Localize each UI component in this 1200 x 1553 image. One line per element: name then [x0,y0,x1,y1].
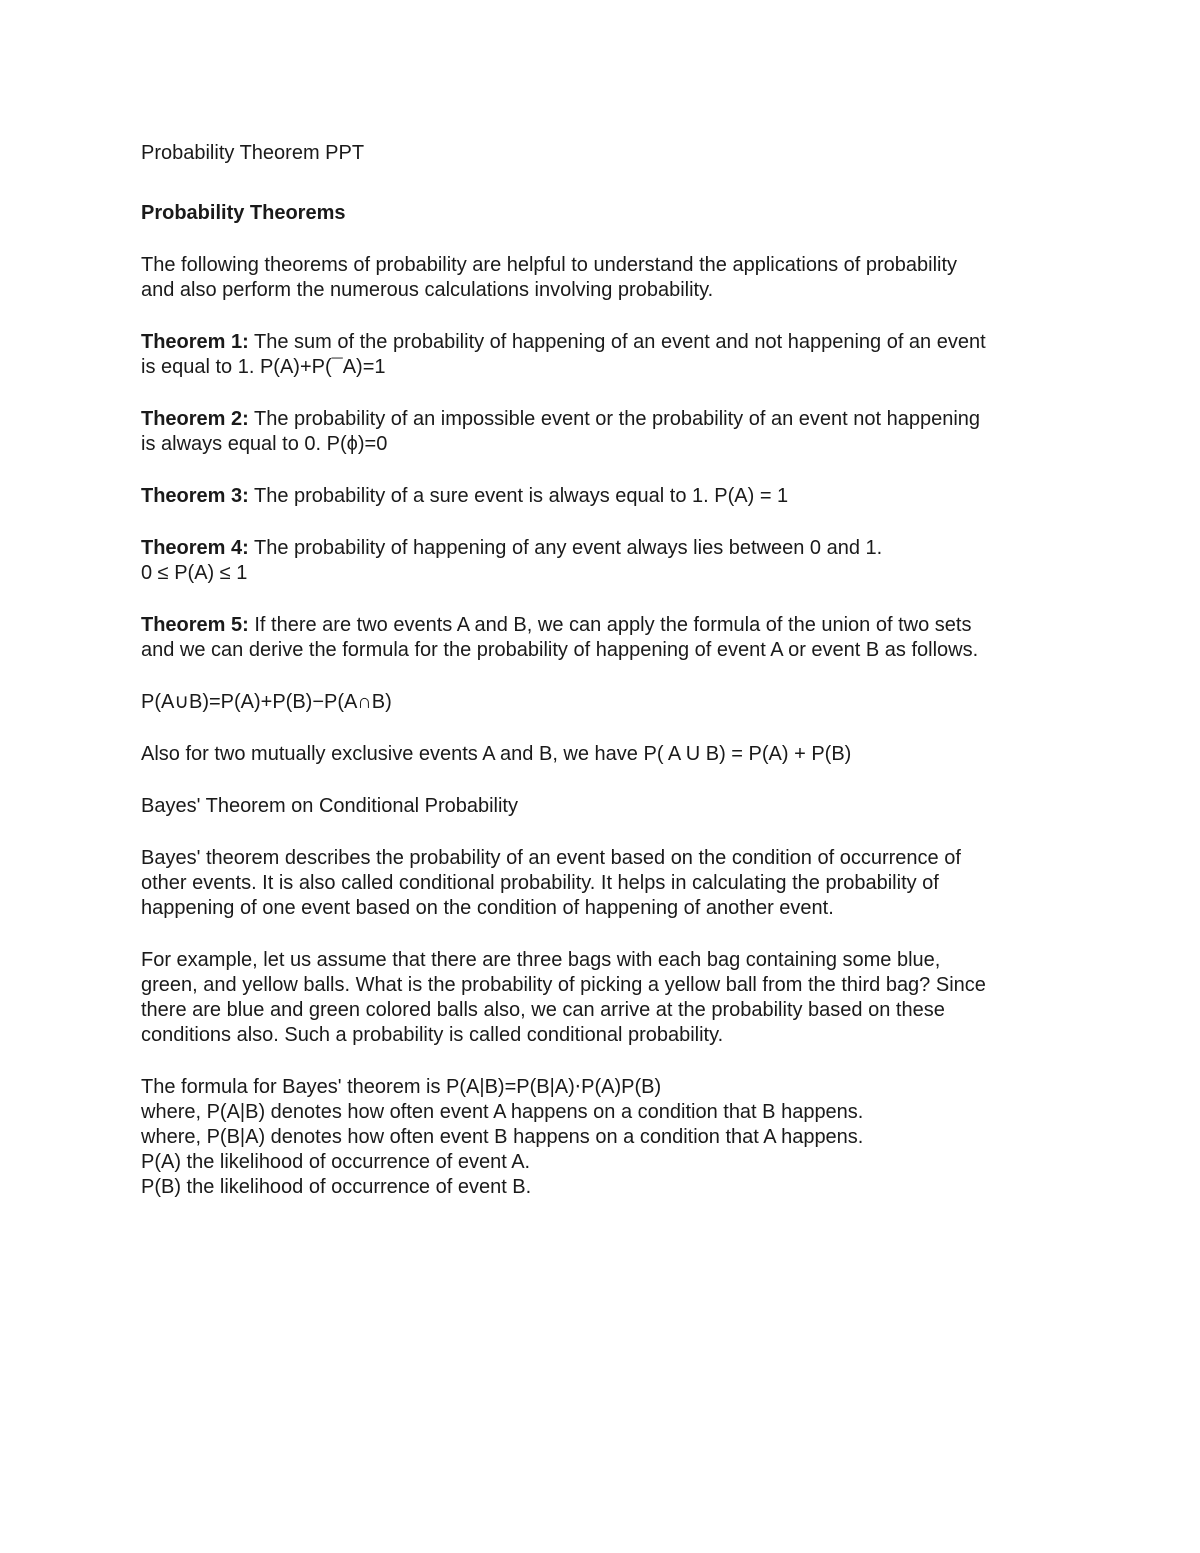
theorem-4 [141,536,1081,586]
theorem-line: is always equal to 0. P(ϕ)=0 [141,433,388,455]
theorem-text: The probability of an impossible event or the probability of an event not happening [248,408,981,430]
theorem-first-line [141,613,1081,638]
theorem-label: Theorem 5: [141,614,249,636]
theorem-line: and we can derive the formula for the probability of happening of event A or event B as follows. [141,639,979,661]
theorem-text: The sum of the probability of happening of an event and not happening of an event [248,331,986,353]
theorem-label: Theorem 4: [141,537,249,559]
document-page [141,141,1081,1227]
intro-line: The following theorems of probability are helpful to understand the applications of probability [141,254,958,276]
theorem-line: is equal to 1. P(A)+P(¯A)=1 [141,356,386,378]
bayes-intro-paragraph [141,846,1081,921]
mutually-exclusive-note: Also for two mutually exclusive events A and B, we have P( A U B) = P(A) + P(B) [141,743,852,765]
intro-paragraph [141,253,1081,303]
theorem-3 [141,484,1081,509]
formula-line: P(B) the likelihood of occurrence of event B. [141,1176,532,1198]
theorem-text: If there are two events A and B, we can apply the formula of the union of two sets [248,614,972,636]
formula-line: P(A) the likelihood of occurrence of event A. [141,1151,531,1173]
theorem-2 [141,407,1081,457]
paragraph-line: For example, let us assume that there are three bags with each bag containing some blue, [141,949,941,971]
bayes-heading: Bayes' Theorem on Conditional Probability [141,795,518,817]
theorem-line: 0 ≤ P(A) ≤ 1 [141,562,248,584]
section-heading-theorems: Probability Theorems [141,202,346,224]
paragraph-line: there are blue and green colored balls also, we can arrive at the probability based on these [141,999,945,1021]
document-title: Probability Theorem PPT [141,142,365,164]
bayes-formula-block [141,1075,1081,1200]
formula-line: where, P(A|B) denotes how often event A happens on a condition that B happens. [141,1101,864,1123]
formula-line: where, P(B|A) denotes how often event B happens on a condition that A happens. [141,1126,864,1148]
paragraph-line: green, and yellow balls. What is the probability of picking a yellow ball from the third bag? Since [141,974,986,996]
union-formula: P(A∪B)=P(A)+P(B)−P(A∩B) [141,691,392,713]
paragraph-line: other events. It is also called conditional probability. It helps in calculating the probability of [141,872,939,894]
theorem-1 [141,330,1081,380]
formula-line: The formula for Bayes' theorem is P(A|B)=P(B|A)⋅P(A)P(B) [141,1076,662,1098]
theorem-first-line [141,484,1081,509]
theorem-first-line [141,330,1081,355]
theorem-5 [141,613,1081,663]
example-paragraph [141,948,1081,1048]
paragraph-line: conditions also. Such a probability is called conditional probability. [141,1024,724,1046]
theorem-label: Theorem 1: [141,331,249,353]
paragraph-line: happening of one event based on the condition of happening of another event. [141,897,834,919]
paragraph-line: Bayes' theorem describes the probability of an event based on the condition of occurrence of [141,847,961,869]
theorem-label: Theorem 2: [141,408,249,430]
theorem-text: The probability of happening of any event always lies between 0 and 1. [248,537,883,559]
theorem-first-line [141,536,1081,561]
theorem-label: Theorem 3: [141,485,249,507]
intro-line: and also perform the numerous calculations involving probability. [141,279,714,301]
theorem-first-line [141,407,1081,432]
theorem-text: The probability of a sure event is always equal to 1. P(A) = 1 [248,485,789,507]
